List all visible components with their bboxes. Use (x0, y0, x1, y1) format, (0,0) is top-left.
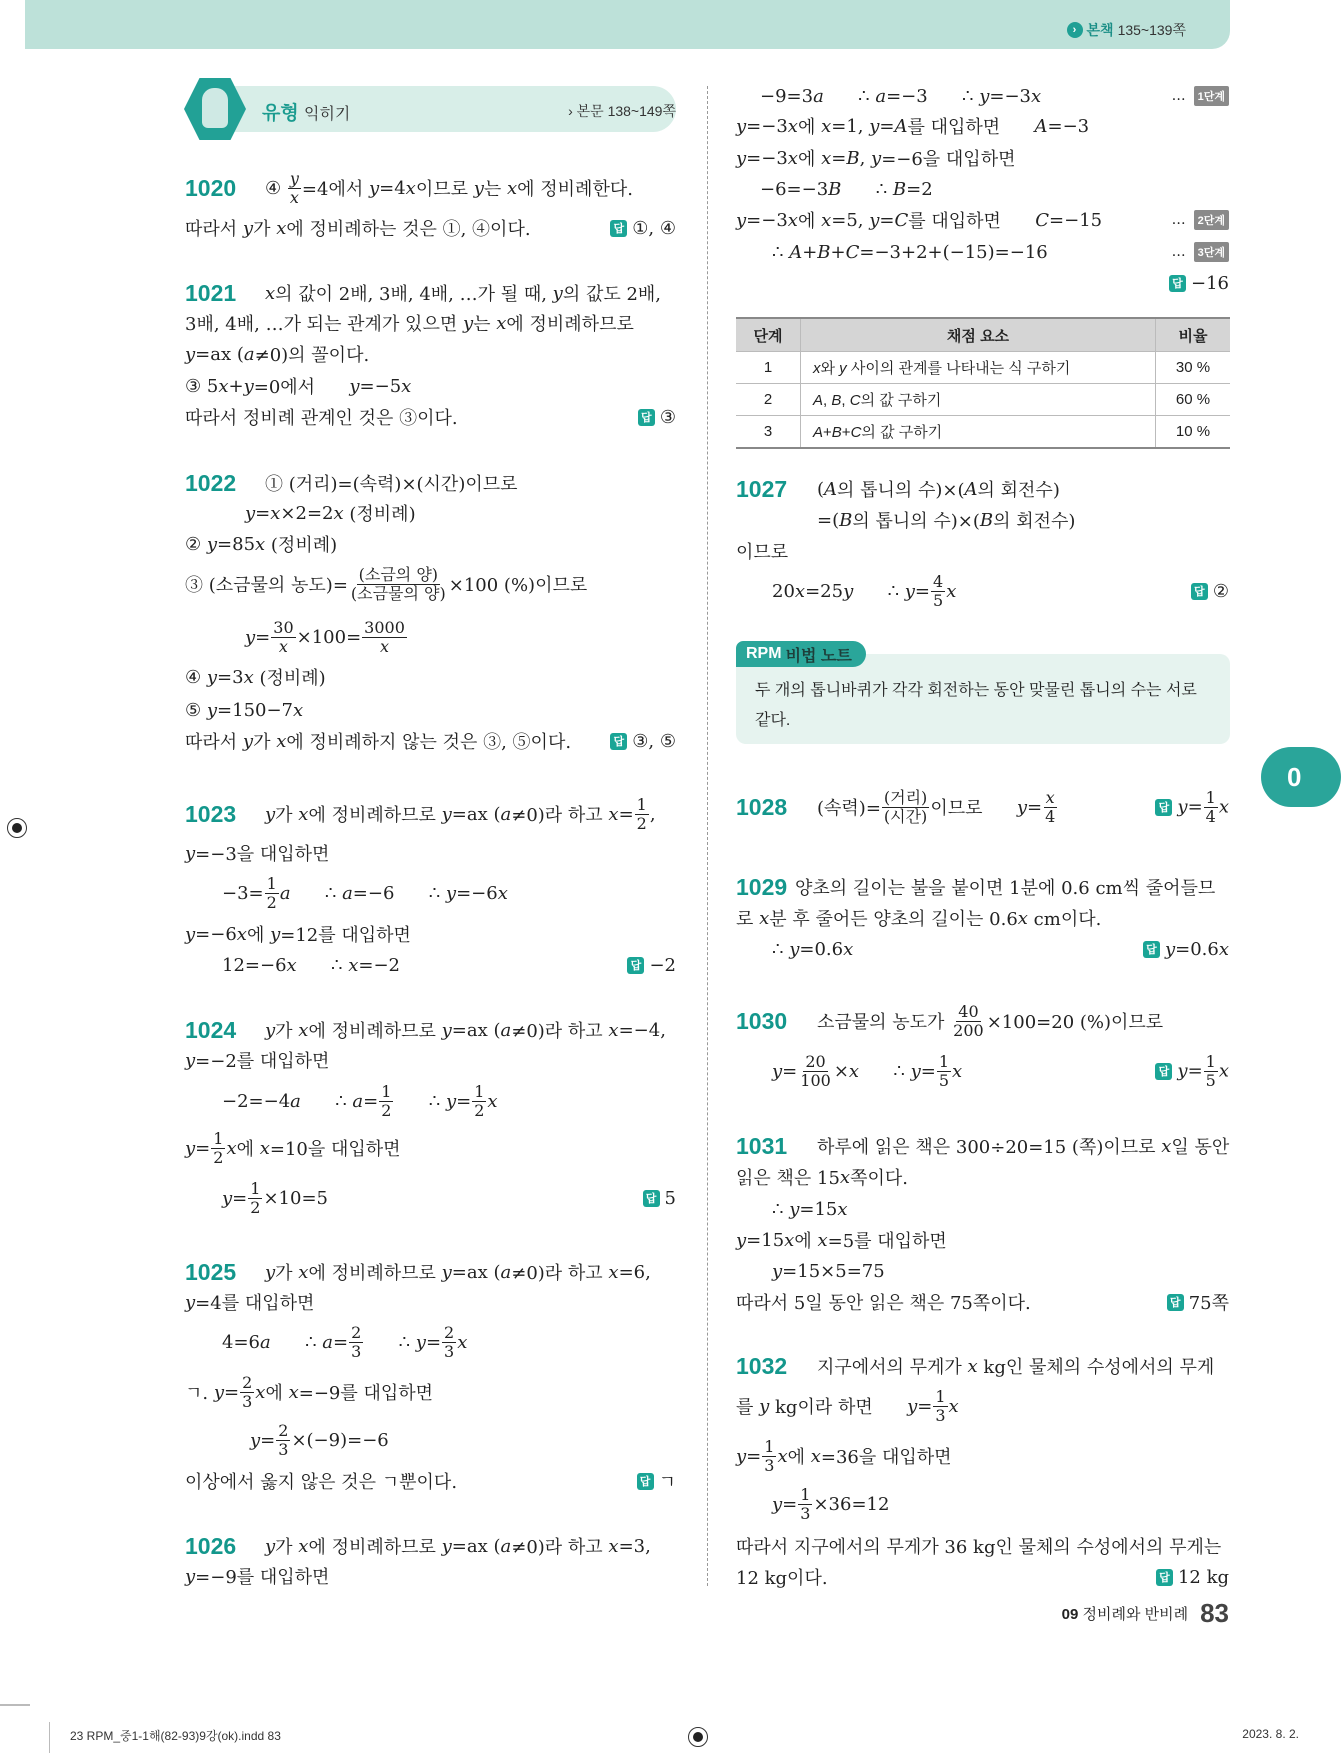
solution-line: y =−3 x 에 x = B , y =−6을 대입하면 (736, 147, 1016, 170)
solution-line: y = 1 2 ×10=5 (222, 1178, 328, 1217)
fraction: 40 200 (953, 1001, 984, 1040)
crop-mark (0, 1704, 30, 1706)
solution-line: x 의 값이 2배, 3배, 4배, …가 될 때, y 의 값도 2배, (265, 282, 662, 305)
solution-line: ③ 5 x + y =0에서 y =−5 x (185, 375, 412, 398)
solution-line: −2=−4 a ∴ a = 1 2 ∴ y = 1 2 x (222, 1081, 498, 1120)
answer-icon: 답 (610, 220, 627, 237)
solution-line: y = 20 100 × x ∴ y = 1 5 x (772, 1051, 963, 1090)
solution-line: 로 x 분 후 줄어든 양초의 길이는 0.6 x cm이다. (736, 907, 1102, 930)
ref-label: 본책 (1086, 22, 1114, 38)
solution-line: 이상에서 옳지 않은 것은 ㄱ뿐이다. (185, 1472, 458, 1493)
problem-number: 1024 (185, 1016, 237, 1043)
problem-number: 1025 (185, 1258, 237, 1285)
solution-line: 하루에 읽은 책은 300÷20=15 (쪽)이므로 x 일 동안 (817, 1135, 1230, 1158)
fraction: y x (289, 168, 299, 207)
solution-line: 소금물의 농도가 40 200 ×100=20 (%)이므로 (817, 1001, 1164, 1040)
stage-marker: … 1단계 (1172, 81, 1229, 111)
solution-line: 20 x =25 y ∴ y = 4 5 x (772, 571, 957, 610)
answer: 답 −16 (1169, 268, 1229, 298)
problem-number: 1026 (185, 1532, 237, 1559)
solution-line: ③ (소금물의 농도)= (소금의 양) (소금물의 양) ×100 (%)이므로 (185, 564, 588, 603)
answer: 답 5 (643, 1183, 676, 1213)
section-title: 유형 익히기 (262, 103, 351, 124)
solution-line: ∴ A + B + C =−3+2+(−15)=−16 (772, 241, 1048, 263)
scoring-table: 단계 채점 요소 비율 1 x와 y 사이의 관계를 나타내는 식 구하기 30 % 2 A, B, C의 값 구하기 60 % 3 A+B+C의 값 구하기 10 % (736, 317, 1230, 449)
answer-icon: 답 (637, 1473, 654, 1490)
solution-line: ④ y =3 x (정비례) (185, 666, 326, 689)
solution-line: 이므로 (736, 542, 789, 563)
fraction: 2 3 (444, 1322, 455, 1361)
fraction: 1 2 (250, 1178, 261, 1217)
problem-number: 1030 (736, 1007, 788, 1034)
solution-line: y 가 x 에 정비례하므로 y =ax ( a ≠0)라 하고 x =3, (265, 1535, 651, 1558)
solution-line: y = 2 3 ×(−9)=−6 (250, 1420, 389, 1459)
registration-mark-icon (688, 1727, 708, 1747)
page-number: 83 (1200, 1598, 1229, 1628)
ref-pages: 135~139쪽 (1117, 22, 1186, 38)
solution-line: 3배, 4배, …가 되는 관계가 있으면 y 는 x 에 정비례하므로 (185, 312, 634, 335)
fraction: 30 x (273, 617, 294, 656)
chapter-side-tab: 0 (1261, 747, 1341, 807)
solution-line: y =ax ( a ≠0)의 꼴이다. (185, 343, 370, 366)
registration-mark-icon (7, 818, 27, 838)
fraction: x 4 (1045, 787, 1056, 826)
answer-icon: 답 (643, 1190, 660, 1207)
fraction: 20 100 (800, 1051, 831, 1090)
solution-line: y 가 x 에 정비례하므로 y =ax ( a ≠0)라 하고 x =−4, (265, 1019, 666, 1042)
tip-note-tag: RPM 비법 노트 (736, 641, 866, 667)
fraction: 1 5 (938, 1051, 950, 1090)
solution-line: 4=6 a ∴ a = 2 3 ∴ y = 2 3 x (222, 1322, 468, 1361)
answer-icon: 답 (1191, 583, 1208, 600)
fraction: $\frac{1}{5}$ (1205, 1051, 1216, 1090)
problem-number: 1020 (185, 174, 237, 201)
column-divider (707, 86, 708, 1586)
solution-line: 따라서 지구에서의 무게가 36 kg인 물체의 수성에서의 무게는 (736, 1537, 1222, 1558)
answer: 답 −2 (627, 950, 676, 980)
table-row: 2 A, B, C의 값 구하기 60 % (736, 384, 1230, 416)
solution-line: −6=−3 B ∴ B =2 (760, 178, 933, 200)
solution-line: y =−3 x 에 x =5, y = C 를 대입하면 C =−15 (736, 209, 1103, 232)
fraction: (거리) (시간) (883, 787, 928, 826)
print-date: 2023. 8. 2. (1242, 1727, 1299, 1741)
solution-line: 양초의 길이는 불을 붙이면 1분에 0.6 cm씩 줄어들므 (795, 878, 1216, 899)
fraction: 1 3 (935, 1386, 946, 1425)
solution-line: y = 1 2 x 에 x =10을 대입하면 (185, 1128, 401, 1167)
fraction: 2 3 (351, 1322, 362, 1361)
problem-number: 1028 (736, 793, 788, 820)
answer-icon: 답 (638, 409, 655, 426)
problem-number: 1027 (736, 475, 788, 502)
fraction: 3000 x (364, 617, 405, 656)
solution-line: y =−6 x 에 y =12를 대입하면 (185, 923, 411, 946)
tip-note-text: 두 개의 톱니바퀴가 각각 회전하는 동안 맞물린 톱니의 수는 서로 같다. (755, 682, 1197, 729)
problem-number: 1022 (185, 469, 237, 496)
solution-line: 따라서 y 가 x 에 정비례하지 않는 것은 ③, ⑤이다. (185, 730, 572, 753)
fraction: 1 2 (213, 1128, 224, 1167)
answer: 답 ③, ⑤ (610, 726, 676, 756)
solution-line: y = 1 3 ×36=12 (772, 1484, 890, 1523)
solution-line: y =4를 대입하면 (185, 1291, 315, 1314)
solution-line: ( A 의 톱니의 수)×( A 의 회전수) (817, 478, 1060, 501)
fraction: 4 5 (933, 571, 944, 610)
fraction: 2 3 (278, 1420, 289, 1459)
answer: 답 y=0.6x (1143, 934, 1229, 964)
file-slug: 23 RPM_중1-1해(82-93)9강(ok).indd 83 (70, 1729, 281, 1743)
solution-line: y =−3 x 에 x =1, y = A 를 대입하면 A =−3 (736, 115, 1090, 138)
problem-number: 1021 (185, 279, 237, 306)
solution-line: 따라서 정비례 관계인 것은 ③이다. (185, 408, 458, 429)
fraction: 1 2 (381, 1081, 392, 1120)
answer-icon: 답 (1155, 799, 1172, 816)
answer-icon: 답 (627, 957, 644, 974)
solution-line: ④ y x =4에서 y =4 x 이므로 y 는 x 에 정비례한다. (265, 168, 633, 207)
answer-icon: 답 (1156, 1569, 1173, 1586)
solution-line: y =−3을 대입하면 (185, 842, 330, 865)
fraction: 1 2 (266, 873, 277, 912)
fraction: 1 2 (636, 794, 647, 833)
fraction: 2 3 (242, 1372, 253, 1411)
fraction: 1 2 (474, 1081, 485, 1120)
answer: 답 y= $\frac{1}{5}$ x (1155, 1056, 1229, 1086)
solution-line: 를 y kg이라 하면 y = 1 3 x (736, 1386, 959, 1425)
section-ref: › 본문 138~149쪽 (568, 103, 676, 119)
solution-line: y = 30 x ×100= 3000 x (245, 617, 405, 656)
solution-line: y =−9를 대입하면 (185, 1565, 330, 1588)
solution-line: 따라서 5일 동안 읽은 책은 75쪽이다. (736, 1293, 1031, 1314)
solution-line: 12=−6 x ∴ x =−2 (222, 954, 400, 976)
table-row: 1 x와 y 사이의 관계를 나타내는 식 구하기 30 % (736, 352, 1230, 384)
solution-line: ① (거리)=(속력)×(시간)이므로 (265, 474, 518, 495)
answer-icon: 답 (1169, 275, 1186, 292)
solution-line: 지구에서의 무게가 x kg인 물체의 수성에서의 무게 (817, 1355, 1215, 1378)
chevron-right-icon: › (1067, 22, 1083, 38)
solution-line: y 가 x 에 정비례하므로 y =ax ( a ≠0)라 하고 x =6, (265, 1261, 651, 1284)
textbook-reference (1067, 20, 1186, 40)
answer: 답 y= $\frac{1}{4}$ x (1155, 792, 1229, 822)
problem-number: 1023 (185, 800, 237, 827)
answer-icon: 답 (1167, 1294, 1184, 1311)
solution-line: ∴ y =0.6 x (772, 938, 854, 960)
answer-icon: 답 (1155, 1063, 1172, 1080)
solution-line: y =15 x 에 x =5를 대입하면 (736, 1229, 947, 1252)
fraction: $\frac{1}{4}$ (1205, 787, 1216, 826)
solution-line: ② y =85 x (정비례) (185, 533, 338, 556)
answer: 답 12 kg (1156, 1562, 1229, 1592)
solution-line: −9=3 a ∴ a =−3 ∴ y =−3 x (760, 85, 1042, 107)
answer: 답 ①, ④ (610, 213, 676, 243)
fraction: 1 3 (800, 1484, 811, 1523)
solution-line: y 가 x 에 정비례하므로 y =ax ( a ≠0)라 하고 x = 1 2 , (265, 794, 656, 833)
answer: 답 75쪽 (1167, 1287, 1229, 1317)
problem-number: 1031 (736, 1132, 788, 1159)
solution-line: y = x ×2=2 x (정비례) (245, 502, 416, 525)
problem-number: 1029 (736, 873, 788, 900)
answer: 답 ② (1191, 576, 1229, 606)
solution-line: (속력)= (거리) (시간) 이므로 y = x 4 (817, 787, 1056, 826)
solution-line: y =−2를 대입하면 (185, 1049, 330, 1072)
solution-line: −3= 1 2 a ∴ a =−6 ∴ y =−6 x (222, 873, 508, 912)
table-row: 3 A+B+C의 값 구하기 10 % (736, 416, 1230, 449)
crop-mark (49, 1722, 50, 1753)
solution-line: y =15×5=75 (772, 1260, 885, 1282)
header-band (25, 0, 1230, 49)
solution-line: 12 kg이다. (736, 1568, 828, 1589)
answer: 답 ③ (638, 402, 676, 432)
answer: 답 ㄱ (637, 1466, 676, 1496)
problem-number: 1032 (736, 1352, 788, 1379)
solution-line: ∴ y =15 x (772, 1198, 848, 1220)
solution-line: ⑤ y =150−7 x (185, 699, 304, 721)
answer-icon: 답 (1143, 941, 1160, 958)
solution-line: 따라서 y 가 x 에 정비례하는 것은 ①, ④이다. (185, 217, 531, 240)
solution-line: =( B 의 톱니의 수)×( B 의 회전수) (817, 509, 1076, 532)
fraction: 1 3 (764, 1436, 775, 1475)
stage-marker: … 2단계 (1172, 205, 1229, 235)
stage-marker: … 3단계 (1172, 237, 1229, 267)
solution-line: y = 1 3 x 에 x =36을 대입하면 (736, 1436, 952, 1475)
answer-icon: 답 (610, 733, 627, 750)
solution-line: 읽은 책은 15 x 쪽이다. (736, 1166, 908, 1189)
running-footer: 09 정비례와 반비례 83 (1061, 1598, 1229, 1628)
fraction: (소금의 양) (소금물의 양) (350, 564, 446, 603)
solution-line: ㄱ. y = 2 3 x 에 x =−9를 대입하면 (185, 1372, 434, 1411)
